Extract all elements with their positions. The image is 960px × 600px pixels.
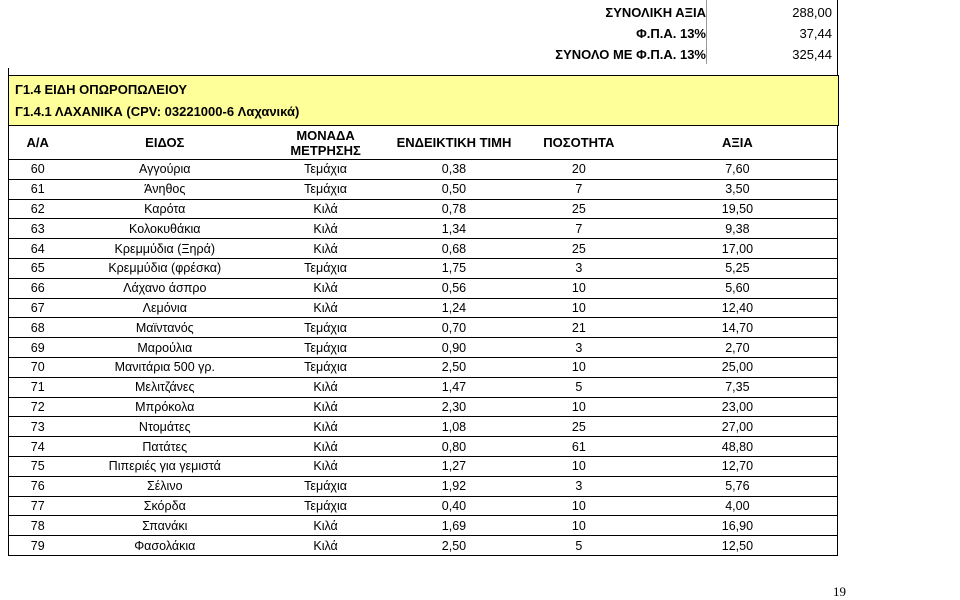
cell-price: 2,50 [388,357,520,377]
summary-row-total [8,3,838,23]
table-row [9,278,838,298]
cell-qty: 10 [520,496,638,516]
cell-qty: 25 [520,239,638,259]
cell-aa: 69 [9,338,67,358]
cell-aa: 77 [9,496,67,516]
cell-aa: 79 [9,536,67,556]
cell-item: Σκόρδα [66,496,263,516]
cell-aa: 62 [9,199,67,219]
cell-item: Λεμόνια [66,298,263,318]
cell-unit: Κιλά [263,516,388,536]
summary-value: 288,00 [792,5,832,20]
table-row [9,179,838,199]
table-row [9,219,838,239]
cell-unit: Κιλά [263,219,388,239]
cell-aa: 76 [9,476,67,496]
header-value: ΑΞΙΑ [638,126,838,160]
cell-unit: Τεμάχια [263,496,388,516]
cell-item: Μπρόκολα [66,397,263,417]
cell-aa: 72 [9,397,67,417]
cell-qty: 10 [520,456,638,476]
cell-unit: Τεμάχια [263,258,388,278]
table-row [9,338,838,358]
cell-value: 5,76 [638,476,838,496]
table-row [9,536,838,556]
page-number: 19 [833,584,846,599]
cell-price: 2,50 [388,536,520,556]
cell-item: Κολοκυθάκια [66,219,263,239]
cell-aa: 60 [9,160,67,180]
cell-unit: Κιλά [263,397,388,417]
cell-qty: 10 [520,516,638,536]
cell-aa: 75 [9,456,67,476]
section-title: Γ1.4 ΕΙΔΗ ΟΠΩΡΟΠΩΛΕΙΟΥ [15,82,188,97]
cell-item: Λάχανο άσπρο [66,278,263,298]
cell-value: 16,90 [638,516,838,536]
cell-unit: Κιλά [263,199,388,219]
cell-price: 0,90 [388,338,520,358]
cell-price: 0,80 [388,437,520,457]
cell-aa: 63 [9,219,67,239]
cell-unit: Τεμάχια [263,318,388,338]
cell-item: Κρεμμύδια (φρέσκα) [66,258,263,278]
table-row [9,437,838,457]
cell-item: Σπανάκι [66,516,263,536]
cell-price: 0,70 [388,318,520,338]
cell-value: 9,38 [638,219,838,239]
header-unit-line1: ΜΟΝΑΔΑ [296,127,355,143]
cell-item: Πιπεριές για γεμιστά [66,456,263,476]
table-header-row [9,126,838,160]
cell-qty: 7 [520,179,638,199]
cell-aa: 64 [9,239,67,259]
cell-aa: 68 [9,318,67,338]
cell-value: 23,00 [638,397,838,417]
cell-item: Σέλινο [66,476,263,496]
cell-value: 5,60 [638,278,838,298]
cell-item: Ντομάτες [66,417,263,437]
cell-aa: 67 [9,298,67,318]
cell-aa: 74 [9,437,67,457]
table-row [9,476,838,496]
cell-aa: 78 [9,516,67,536]
cell-price: 1,24 [388,298,520,318]
cell-price: 1,75 [388,258,520,278]
cell-qty: 10 [520,397,638,417]
cell-qty: 3 [520,258,638,278]
cell-unit: Κιλά [263,377,388,397]
cell-unit: Τεμάχια [263,160,388,180]
cell-item: Μελιτζάνες [66,377,263,397]
cell-item: Φασολάκια [66,536,263,556]
cell-value: 12,40 [638,298,838,318]
items-table [8,125,838,556]
cell-qty: 21 [520,318,638,338]
cell-item: Μανιτάρια 500 γρ. [66,357,263,377]
header-item: ΕΙΔΟΣ [66,126,263,160]
cell-aa: 71 [9,377,67,397]
cell-price: 1,08 [388,417,520,437]
cell-unit: Τεμάχια [263,338,388,358]
cell-qty: 3 [520,338,638,358]
cell-price: 0,50 [388,179,520,199]
cell-value: 19,50 [638,199,838,219]
table-row [9,377,838,397]
cell-price: 1,34 [388,219,520,239]
summary-divider [706,0,707,64]
cell-aa: 70 [9,357,67,377]
cell-price: 0,68 [388,239,520,259]
cell-value: 12,70 [638,456,838,476]
table-row [9,417,838,437]
summary-row-grand-total [8,45,838,65]
table-row [9,298,838,318]
cell-value: 27,00 [638,417,838,437]
cell-price: 0,38 [388,160,520,180]
cell-qty: 20 [520,160,638,180]
cell-unit: Κιλά [263,239,388,259]
section-heading [8,75,839,126]
cell-value: 3,50 [638,179,838,199]
summary-label: ΣΥΝΟΛΙΚΗ ΑΞΙΑ [605,5,706,20]
cell-qty: 5 [520,377,638,397]
table-row [9,239,838,259]
cell-unit: Τεμάχια [263,179,388,199]
cell-qty: 61 [520,437,638,457]
cell-price: 0,78 [388,199,520,219]
cell-unit: Κιλά [263,298,388,318]
section-subtitle: Γ1.4.1 ΛΑΧΑΝΙΚΑ (CPV: 03221000-6 Λαχανικά) [15,104,300,119]
cell-value: 5,25 [638,258,838,278]
table-row [9,456,838,476]
cell-unit: Κιλά [263,278,388,298]
cell-price: 2,30 [388,397,520,417]
header-qty: ΠΟΣΟΤΗΤΑ [520,126,638,160]
cell-price: 1,69 [388,516,520,536]
cell-value: 48,80 [638,437,838,457]
cell-value: 14,70 [638,318,838,338]
cell-qty: 10 [520,298,638,318]
cell-price: 0,40 [388,496,520,516]
cell-value: 17,00 [638,239,838,259]
cell-unit: Τεμάχια [263,357,388,377]
cell-value: 25,00 [638,357,838,377]
summary-value: 37,44 [799,26,832,41]
cell-unit: Κιλά [263,417,388,437]
cell-unit: Τεμάχια [263,476,388,496]
cell-item: Μαϊντανός [66,318,263,338]
cell-qty: 10 [520,278,638,298]
cell-qty: 10 [520,357,638,377]
table-row [9,357,838,377]
cell-aa: 61 [9,179,67,199]
cell-qty: 7 [520,219,638,239]
table-row [9,199,838,219]
cell-value: 4,00 [638,496,838,516]
cell-value: 2,70 [638,338,838,358]
cell-price: 0,56 [388,278,520,298]
cell-aa: 66 [9,278,67,298]
cell-value: 12,50 [638,536,838,556]
cell-item: Άνηθος [66,179,263,199]
header-unit [263,126,388,160]
table-row [9,258,838,278]
summary-row-vat [8,24,838,44]
cell-item: Καρότα [66,199,263,219]
header-aa: Α/Α [9,126,67,160]
cell-qty: 3 [520,476,638,496]
cell-item: Κρεμμύδια (Ξηρά) [66,239,263,259]
table-row [9,397,838,417]
summary-block [8,0,838,67]
summary-left-border [8,68,9,75]
cell-price: 1,92 [388,476,520,496]
table-row [9,516,838,536]
cell-value: 7,35 [638,377,838,397]
summary-value: 325,44 [792,47,832,62]
cell-qty: 25 [520,417,638,437]
cell-item: Πατάτες [66,437,263,457]
cell-unit: Κιλά [263,536,388,556]
header-unit-line2: ΜΕΤΡΗΣΗΣ [290,142,361,158]
table-row [9,318,838,338]
cell-price: 1,47 [388,377,520,397]
summary-right-border [837,0,838,75]
table-row [9,496,838,516]
cell-unit: Κιλά [263,437,388,457]
cell-qty: 5 [520,536,638,556]
cell-item: Αγγούρια [66,160,263,180]
cell-unit: Κιλά [263,456,388,476]
summary-label: Φ.Π.Α. 13% [636,26,706,41]
header-price: ΕΝΔΕΙΚΤΙΚΗ ΤΙΜΗ [388,126,520,160]
cell-qty: 25 [520,199,638,219]
table-row [9,160,838,180]
cell-price: 1,27 [388,456,520,476]
summary-label: ΣΥΝΟΛΟ ΜΕ Φ.Π.Α. 13% [555,47,706,62]
cell-value: 7,60 [638,160,838,180]
cell-item: Μαρούλια [66,338,263,358]
cell-aa: 65 [9,258,67,278]
cell-aa: 73 [9,417,67,437]
